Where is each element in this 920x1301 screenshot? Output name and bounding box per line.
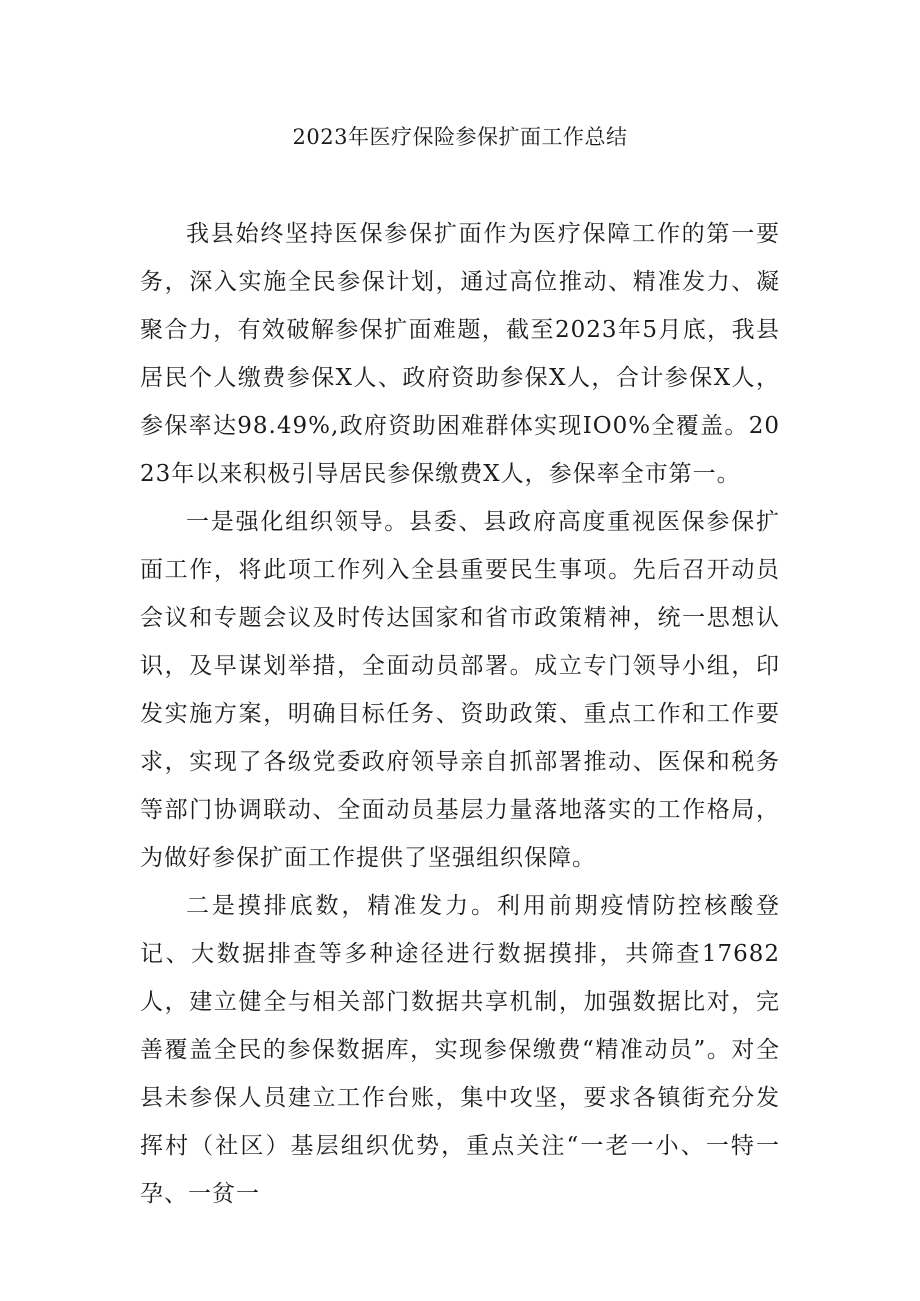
document-body (140, 210, 780, 1218)
document-title: 2023年医疗保险参保扩面工作总结 (292, 125, 628, 149)
paragraph-organization-leadership: 一是强化组织领导。县委、县政府高度重视医保参保扩面工作，将此项工作列入全县重要民生事项。先后召开动员会议和专题会议及时传达国家和省市政策精神，统一思想认识，及早谋划举措，全面动员部署。成立专门领导小组，印发实施方案，明确目标任务、资助政策、重点工作和工作要求，实现了各级党委政府领导亲自抓部署推动、医保和税务等部门协调联动、全面动员基层力量落地落实的工作格局，为做好参保扩面工作提供了坚强组织保障。 (140, 509, 780, 871)
paragraph-data-survey: 二是摸排底数，精准发力。利用前期疫情防控核酸登记、大数据排查等多种途径进行数据摸排，共筛查17682人，建立健全与相关部门数据共享机制，加强数据比对，完善覆盖全民的参保数据库，实现参保缴费“精准动员”。对全县未参保人员建立工作台账，集中攻坚，要求各镇街充分发挥村（社区）基层组织优势，重点关注“一老一小、一特一孕、一贫一 (140, 893, 780, 1207)
paragraph-intro: 我县始终坚持医保参保扩面作为医疗保障工作的第一要务，深入实施全民参保计划，通过高位推动、精准发力、凝聚合力，有效破解参保扩面难题，截至2023年5月底，我县居民个人缴费参保X人、政府资助参保X人，合计参保X人，参保率达98.49%,政府资助困难群体实现IO0%全覆盖。2023年以来积极引导居民参保缴费X人，参保率全市第一。 (140, 221, 780, 487)
